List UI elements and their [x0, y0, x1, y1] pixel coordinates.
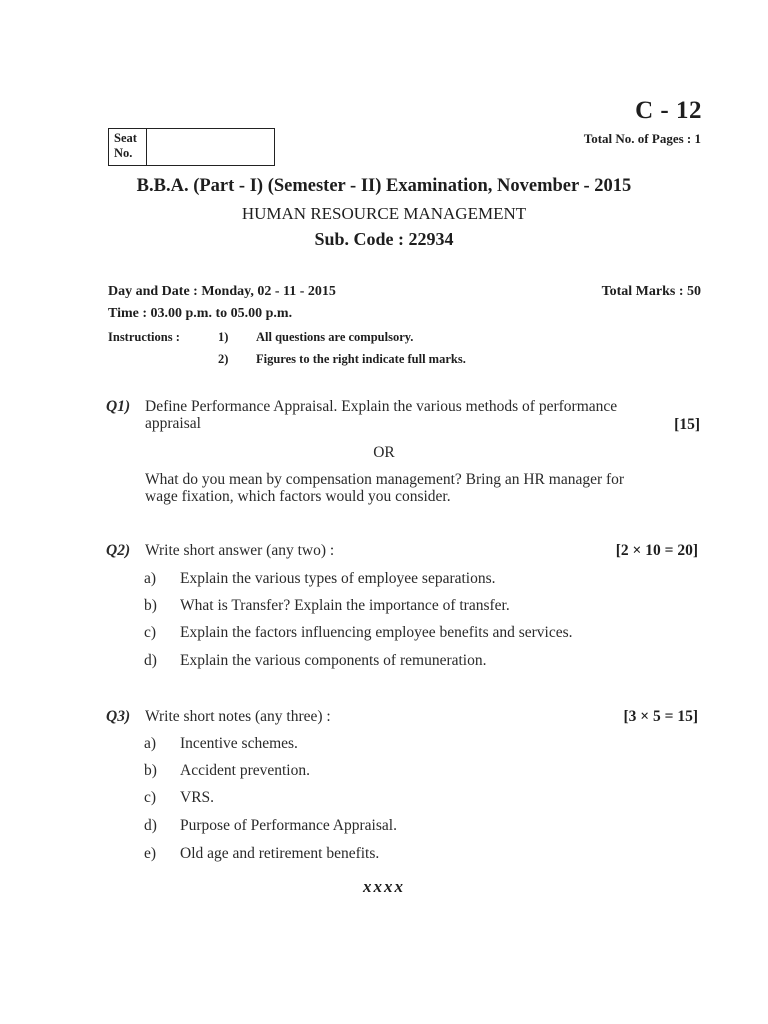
q2-number: Q2) [106, 542, 131, 559]
instruction-text: All questions are compulsory. [256, 330, 414, 344]
q1-alt-line1: What do you mean by compensation management? Bring an HR manager for [145, 471, 625, 488]
q2-text: Write short answer (any two) : [145, 542, 335, 559]
instruction-num: 2) [218, 352, 229, 366]
q3-item-text: VRS. [180, 789, 215, 806]
day-date: Day and Date : Monday, 02 - 11 - 2015 [108, 284, 336, 299]
q3-item-text: Incentive schemes. [180, 735, 298, 752]
total-pages: Total No. of Pages : 1 [583, 131, 701, 146]
q2-item-text: Explain the factors influencing employee benefits and services. [180, 624, 573, 641]
exam-time: Time : 03.00 p.m. to 05.00 p.m. [108, 306, 293, 321]
seat-label-line1: Seat [114, 131, 137, 145]
paper-code: C - 12 [635, 97, 702, 124]
instruction-text: Figures to the right indicate full marks. [256, 352, 466, 366]
q3-item-text: Purpose of Performance Appraisal. [180, 817, 397, 834]
q2-item-text: Explain the various types of employee separations. [180, 570, 496, 587]
q3-item-label: b) [144, 762, 157, 779]
seat-number-field [147, 129, 274, 165]
exam-title: B.B.A. (Part - I) (Semester - II) Examination, November - 2015 [136, 176, 632, 196]
q2-item-text: What is Transfer? Explain the importance of transfer. [180, 597, 510, 614]
instruction-num: 1) [218, 330, 229, 344]
q3-number: Q3) [106, 708, 131, 725]
q3-text: Write short notes (any three) : [145, 708, 331, 725]
q1-or: OR [373, 444, 395, 461]
q2-item-text: Explain the various components of remuneration. [180, 652, 487, 669]
seat-label-line2: No. [114, 146, 133, 160]
q2-item-label: b) [144, 597, 157, 614]
q3-item-text: Accident prevention. [180, 762, 310, 779]
q3-item-label: a) [144, 735, 157, 752]
q1-text-line2: appraisal [145, 415, 201, 432]
total-marks: Total Marks : 50 [601, 284, 701, 299]
seat-number-box [108, 128, 275, 166]
q1-alt-line2: wage fixation, which factors would you consider. [145, 488, 451, 505]
q2-item-label: d) [144, 652, 157, 669]
q3-item-text: Old age and retirement benefits. [180, 845, 380, 862]
subject-title: HUMAN RESOURCE MANAGEMENT [241, 204, 527, 223]
q2-marks: [2 × 10 = 20] [615, 542, 698, 559]
seat-number-label [109, 129, 147, 165]
q3-item-label: d) [144, 817, 157, 834]
q2-item-label: c) [144, 624, 157, 641]
sub-code: Sub. Code : 22934 [314, 229, 454, 249]
instructions-label: Instructions : [108, 330, 180, 344]
q1-text-line1: Define Performance Appraisal. Explain the various methods of performance [145, 398, 618, 415]
q3-marks: [3 × 5 = 15] [623, 708, 698, 725]
q1-marks: [15] [674, 416, 700, 433]
q2-item-label: a) [144, 570, 157, 587]
end-mark: xxxx [363, 877, 405, 896]
q1-number: Q1) [106, 398, 131, 415]
q3-item-label: c) [144, 789, 157, 806]
q3-item-label: e) [144, 845, 157, 862]
